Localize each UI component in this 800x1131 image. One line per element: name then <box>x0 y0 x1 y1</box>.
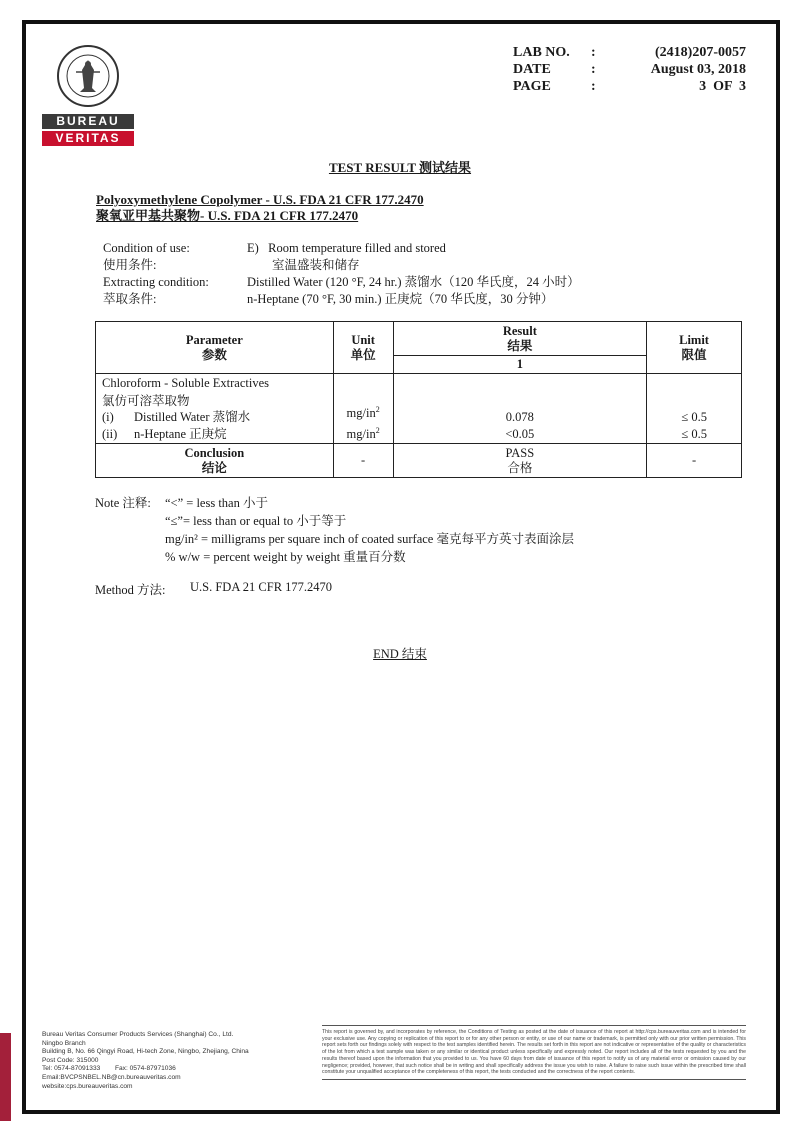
note-line: “≤”= less than or equal to 小于等于 <box>165 514 347 528</box>
conclusion-label-en: Conclusion <box>184 445 245 460</box>
row-limit: ≤ 0.5 <box>681 427 707 441</box>
colon: : <box>591 45 596 60</box>
header-unit-cn: 单位 <box>350 347 376 362</box>
address-line: Post Code: 315000 <box>42 1056 99 1064</box>
address-line: Building B, No. 66 Qingyi Road, Hi-tech Zone, Ningbo, Zhejiang, China <box>42 1048 249 1056</box>
note-line: % w/w = percent weight by weight 重量百分数 <box>165 550 406 564</box>
conclusion-unit: - <box>333 444 393 478</box>
header-limit-cn: 限值 <box>681 347 707 362</box>
date-value: August 03, 2018 <box>650 62 746 77</box>
notes-section <box>95 494 574 566</box>
row-index: (i) <box>102 410 114 424</box>
end-text: END 结束 <box>373 647 427 661</box>
page-row <box>513 78 746 95</box>
row-result: <0.05 <box>505 427 535 441</box>
date-row <box>513 61 746 78</box>
header-parameter-cn: 参数 <box>201 347 227 362</box>
condition-row <box>103 291 580 308</box>
test-conditions <box>103 240 580 308</box>
unit-cell <box>333 374 393 444</box>
condition-label: Condition of use: <box>103 241 190 255</box>
limit-cell <box>647 374 742 444</box>
lab-no-row <box>513 44 746 61</box>
header-limit-en: Limit <box>679 332 709 347</box>
note-row <box>95 530 574 548</box>
condition-label: 使用条件: <box>103 258 157 272</box>
condition-label: Extracting condition: <box>103 275 209 289</box>
header-result-column: 1 <box>393 356 647 374</box>
conclusion-result-cell <box>393 444 647 478</box>
unit-text: mg/in <box>346 405 376 420</box>
address-line: Bureau Veritas Consumer Products Services (Shanghai) Co., Ltd. <box>42 1031 234 1038</box>
logo-text-veritas: VERITAS <box>42 131 134 146</box>
condition-value: E) Room temperature filled and stored <box>247 241 446 255</box>
subject-cn: 聚氧亚甲基共聚物- U.S. FDA 21 CFR 177.2470 <box>96 208 359 223</box>
note-row <box>95 548 574 566</box>
row-unit <box>334 422 393 443</box>
method-section <box>95 580 332 598</box>
row-name: Distilled Water 蒸馏水 <box>134 410 251 424</box>
conclusion-row <box>96 444 742 478</box>
table-row <box>96 374 742 444</box>
lab-no-value: (2418)207-0057 <box>655 45 746 60</box>
row-unit <box>334 401 393 422</box>
condition-row <box>103 240 580 257</box>
unit-text: mg/in <box>346 427 376 441</box>
page-value: 3 OF 3 <box>699 79 746 94</box>
header-unit-en: Unit <box>351 332 375 347</box>
address-line: website:cps.bureauveritas.com <box>42 1082 133 1090</box>
conclusion-result-cn: 合格 <box>507 460 533 475</box>
date-label: DATE <box>513 62 551 77</box>
test-subject <box>96 192 424 224</box>
lab-no-label: LAB NO. <box>513 45 570 60</box>
header-parameter <box>96 322 334 374</box>
page-frame <box>22 20 780 1114</box>
group-label-cell <box>96 374 334 444</box>
address-line: Email:BVCPSNBEL.NB@cn.bureauveritas.com <box>42 1073 181 1081</box>
logo-text-bureau: BUREAU <box>42 114 134 129</box>
row-param <box>102 409 327 426</box>
seal-icon <box>56 44 120 108</box>
header-result <box>393 322 647 356</box>
conclusion-limit: - <box>647 444 742 478</box>
note-line: mg/in² = milligrams per square inch of coated surface 毫克每平方英寸表面涂层 <box>165 532 574 546</box>
note-label: Note 注释: <box>95 496 151 510</box>
row-param <box>102 426 327 443</box>
row-limit: ≤ 0.5 <box>681 410 707 424</box>
table-header-row <box>96 322 742 356</box>
result-cell <box>393 374 647 444</box>
left-accent-bar <box>0 1033 11 1121</box>
conclusion-label-cell <box>96 444 334 478</box>
report-header-info <box>513 44 746 95</box>
condition-value: Distilled Water (120 °F, 24 hr.) 蒸馏水（120 华氏度，24 小时） <box>247 275 580 289</box>
header-result-en: Result <box>502 323 537 338</box>
condition-label: 萃取条件: <box>103 292 157 306</box>
result-table <box>95 321 742 478</box>
condition-row <box>103 257 580 274</box>
unit-superscript: 2 <box>375 425 380 435</box>
colon: : <box>591 79 596 94</box>
subject-en: Polyoxymethylene Copolymer - U.S. FDA 21 CFR 177.2470 <box>96 192 424 207</box>
note-row <box>95 512 574 530</box>
page-label: PAGE <box>513 79 551 94</box>
bureau-veritas-logo <box>42 44 134 146</box>
row-result: 0.078 <box>505 410 534 424</box>
condition-value: n-Heptane (70 °F, 30 min.) 正庚烷（70 华氏度，30 分钟） <box>247 292 554 306</box>
row-index: (ii) <box>102 427 118 441</box>
group-label-cn: 氯仿可溶萃取物 <box>102 394 190 408</box>
colon: : <box>591 62 596 77</box>
method-label: Method 方法: <box>95 583 166 597</box>
page-title <box>0 157 800 176</box>
note-row <box>95 494 574 512</box>
row-name: n-Heptane 正庚烷 <box>134 427 227 441</box>
header-limit <box>647 322 742 374</box>
note-line: “<” = less than 小于 <box>165 496 268 510</box>
unit-superscript: 2 <box>375 404 380 414</box>
footer-address <box>42 1031 292 1091</box>
group-label-en: Chloroform - Soluble Extractives <box>102 376 269 390</box>
condition-value: 室温盛装和储存 <box>247 258 360 272</box>
conclusion-result-en: PASS <box>505 445 535 460</box>
title-text: TEST RESULT 测试结果 <box>328 160 472 175</box>
conclusion-label-cn: 结论 <box>201 460 227 475</box>
condition-row <box>103 274 580 291</box>
address-line: Tel: 0574-87091333 Fax: 0574-87971036 <box>42 1065 176 1073</box>
method-value: U.S. FDA 21 CFR 177.2470 <box>190 580 333 594</box>
footer-terms: This report is governed by, and incorporates by reference, the Conditions of Testing as posted at the date of issuance of this report at http://cps.bureauveritas.com and is intended for your exclusive use. Any copying or replication of this report to or for any other person or entity, or use of our name or trademark, is permitted only with our prior written permission. This report sets forth our findings solely with respect to the test samples identified herein. The results set forth in this report are not indicative or representative of the quality or characteristics of the lot from which a test sample was taken or any similar or identical product unless specifically and expressly noted. Our report includes all of the tests requested by you and the results thereof based upon the information that you provided to us. You have 60 days from date of issuance of this report to notify us of any material error or omission caused by our negligence; provided, however, that such notice shall be in writing and shall specifically address the issue you wish to raise. A failure to raise such issue within the prescribed time shall constitute your unqualified acceptance of the completeness of this report, the tests conducted and the correctness of the report contents. <box>322 1025 746 1080</box>
end-marker <box>0 644 800 662</box>
header-result-cn: 结果 <box>507 338 533 353</box>
header-parameter-en: Parameter <box>185 332 243 347</box>
address-line: Ningbo Branch <box>42 1039 86 1047</box>
header-unit <box>333 322 393 374</box>
